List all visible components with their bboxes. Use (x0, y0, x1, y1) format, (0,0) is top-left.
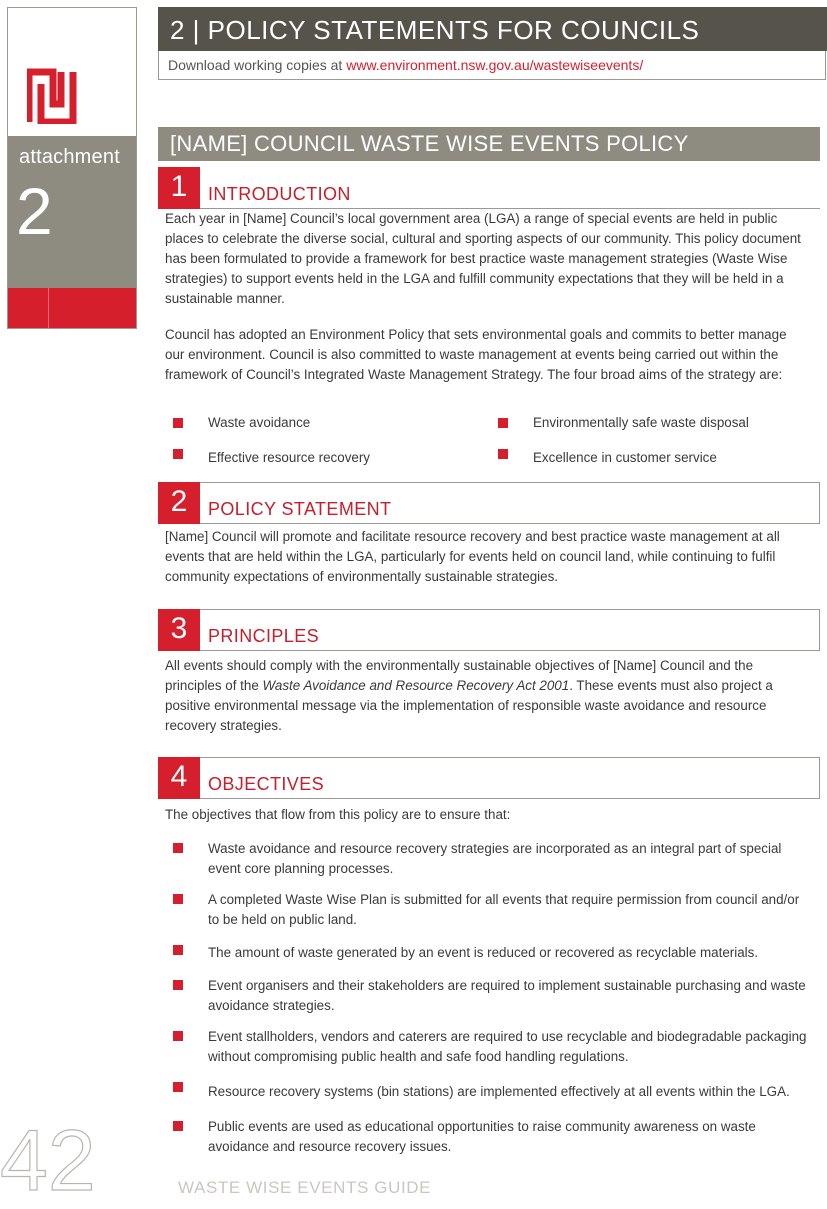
bullet-square-icon (173, 449, 183, 459)
bullet-square-icon (173, 1082, 183, 1092)
page-number: 42 (0, 1113, 96, 1209)
attachment-number: 2 (16, 174, 53, 248)
section-policy-statement-heading (158, 482, 820, 524)
bullet-square-icon (173, 1121, 183, 1131)
bullet-square-icon (173, 894, 183, 904)
chapter-header (158, 7, 827, 51)
objective-item: Event stallholders, vendors and caterers are required to use recyclable and biodegradable packaging without compromising public health and safe food handling regulations. (208, 1029, 807, 1064)
aim-item: Effective resource recovery (208, 450, 370, 465)
attachment-panel (8, 136, 136, 288)
objective-item: Event organisers and their stakeholders are required to implement sustainable purchasing and waste avoidance strategies. (208, 978, 806, 1013)
aim-item: Waste avoidance (208, 415, 311, 430)
principles-pre: All events should comply with the environmentally sustainable objectives of [Name] Council and the principles of the (165, 658, 754, 693)
policy-title-bar (158, 127, 820, 161)
download-prefix: Download working copies at (168, 57, 347, 73)
section-title: POLICY STATEMENT (208, 499, 392, 519)
section-number: 1 (158, 167, 200, 209)
section-title: PRINCIPLES (208, 626, 320, 646)
policy-statement-text: [Name] Council will promote and facilitate resource recovery and best practice waste management at all events that are held within the LGA, particularly for events held on council land, while continuing to fulfil community expectations of environmentally sustainable strategies. (165, 529, 780, 584)
aim-item: Environmentally safe waste disposal (533, 415, 749, 430)
section-number: 4 (158, 757, 200, 799)
attachment-label: attachment (19, 146, 120, 168)
objective-item: The amount of waste generated by an event is reduced or recovered as recyclable materials. (208, 945, 759, 960)
objective-item: Public events are used as educational opportunities to raise community awareness on waste avoidance and resource recovery issues. (208, 1119, 756, 1154)
section-introduction-heading (158, 167, 820, 209)
bullet-square-icon (173, 418, 183, 428)
section-number: 3 (158, 609, 200, 651)
bullet-square-icon (173, 1031, 183, 1041)
download-link[interactable]: www.environment.nsw.gov.au/wastewiseevents/ (346, 57, 644, 73)
attachment-red-band (8, 288, 136, 328)
objectives-intro: The objectives that flow from this policy are to ensure that: (165, 807, 511, 822)
aim-item: Excellence in customer service (533, 450, 717, 465)
objective-item: Resource recovery systems (bin stations) are implemented effectively at all events within the LGA. (208, 1084, 790, 1099)
section-number: 2 (158, 482, 200, 524)
intro-paragraph-2: Council has adopted an Environment Policy that sets environmental goals and commits to better manage our environment. Council is also committed to waste management at events being carried out within the framework of Council’s Integrated Waste Management Strategy. The four broad aims of the strategy are: (165, 327, 787, 382)
bullet-square-icon (173, 843, 183, 853)
objective-item: Waste avoidance and resource recovery strategies are incorporated as an integral part of special event core planning processes. (208, 841, 782, 876)
principles-act-title: Waste Avoidance and Resource Recovery Act 2001 (262, 678, 570, 693)
intro-paragraph-1: Each year in [Name] Council’s local government area (LGA) a range of special events are held in public places to celebrate the diverse social, cultural and sporting aspects of our community. This policy document has been formulated to provide a framework for best practice waste management strategies (Waste Wise strategies) to support events held in the LGA and fulfill community expectations that they will be held in a sustainable manner. (165, 211, 801, 306)
section-title: INTRODUCTION (208, 184, 351, 204)
chapter-title: 2 | POLICY STATEMENTS FOR COUNCILS (170, 15, 700, 45)
policy-title: [NAME] COUNCIL WASTE WISE EVENTS POLICY (170, 131, 689, 156)
nsw-logo-icon (27, 68, 77, 124)
section-title: OBJECTIVES (208, 774, 325, 794)
bullet-square-icon (498, 449, 508, 459)
guide-title-footer: WASTE WISE EVENTS GUIDE (178, 1178, 432, 1197)
bullet-square-icon (173, 980, 183, 990)
bullet-square-icon (498, 418, 508, 428)
section-principles-heading (158, 609, 820, 651)
objective-item: A completed Waste Wise Plan is submitted for all events that require permission from council and/or to be held on public land. (208, 892, 800, 927)
attachment-tab (7, 7, 137, 329)
section-objectives-heading (158, 757, 820, 799)
principles-post: . These events must also project a positive environmental message via the implementation of responsible waste avoidance and resource recovery strategies. (165, 678, 773, 733)
download-line (158, 51, 826, 80)
logo-area (8, 8, 136, 136)
principles-text (165, 656, 805, 736)
bullet-square-icon (173, 945, 183, 955)
